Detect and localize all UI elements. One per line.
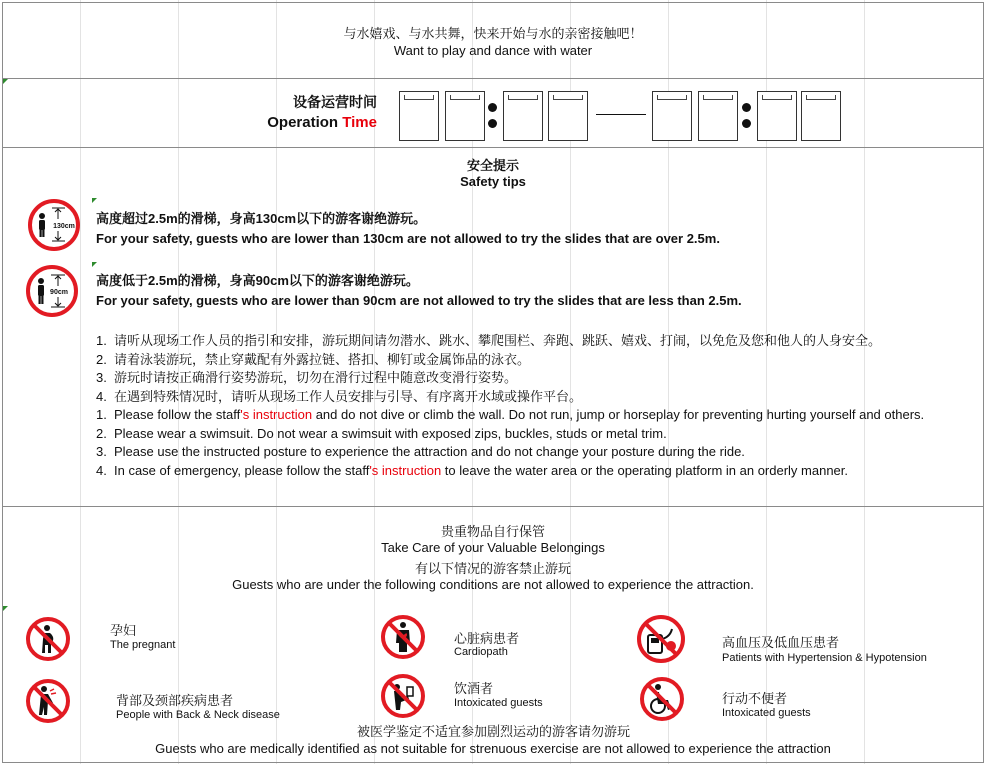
height-130-sign-icon: [27, 198, 81, 252]
time-digit-box[interactable]: [445, 91, 485, 141]
rule-text: 请听从现场工作人员的指引和安排，游玩期间请勿潜水、跳水、攀爬围栏、奔跑、跳跃、嬉戏、打闹，以免危及您和他人的人身安全。: [114, 333, 882, 348]
tip-90-en: For your safety, guests who are lower than 90cm are not allowed to try the slides that are less than 2.5m.: [96, 293, 742, 308]
tip-90-cn: 高度低于2.5m的滑梯，身高90cm以下的游客谢绝游玩。: [96, 273, 419, 288]
blood-pressure-icon: [635, 613, 687, 665]
wheelchair-icon: [638, 675, 686, 723]
condition-en: Cardiopath: [454, 646, 508, 658]
time-colon: [488, 103, 497, 112]
cell-marker: [3, 79, 8, 84]
footer-en: Guests who are medically identified as not suitable for strenuous exercise are not allowed to experience the attraction: [155, 741, 831, 756]
rule-number: 1.: [96, 407, 107, 422]
border-left: [2, 2, 3, 762]
time-digit-box[interactable]: [801, 91, 841, 141]
safety-title-cn: 安全提示: [466, 158, 519, 173]
restriction-en: Guests who are under the following conditions are not allowed to experience the attraction.: [232, 577, 754, 592]
time-digit-box[interactable]: [757, 91, 797, 141]
rule-text: Please follow the staff's instruction and do not dive or climb the wall. Do not run, jump or horseplay for preventing hurting yourself and others.: [114, 407, 925, 422]
cell-marker: [92, 262, 97, 267]
divider: [2, 2, 984, 3]
height-badge: 90cm: [50, 289, 68, 296]
rule-number: 2.: [96, 425, 107, 441]
rule-number: 4.: [96, 388, 107, 404]
operation-label-en: Operation Time: [267, 114, 377, 131]
height-badge: 130cm: [53, 223, 75, 230]
condition-cn: 行动不便者: [722, 691, 788, 706]
header-cn: 与水嬉戏、与水共舞，快来开始与水的亲密接触吧！: [343, 26, 643, 41]
grid-line: [80, 0, 81, 764]
rule-en: [96, 406, 966, 425]
divider: [2, 78, 984, 79]
rule-text: 在遇到特殊情况时，请听从现场工作人员安排与引导、有序离开水域或操作平台。: [114, 388, 583, 404]
rule-number: 4.: [96, 462, 107, 478]
height-90-sign-icon: [25, 264, 79, 318]
time-digit-box[interactable]: [503, 91, 543, 141]
tip-130-cn: 高度超过2.5m的滑梯，身高130cm以下的游客谢绝游玩。: [96, 211, 427, 226]
rule-text: 请着泳装游玩，禁止穿戴配有外露拉链、搭扣、柳钉或金属饰品的泳衣。: [114, 351, 531, 367]
header-en: Want to play and dance with water: [393, 43, 593, 58]
pregnant-icon: [24, 615, 72, 663]
rule-text: Please use the instructed posture to experience the attraction and do not change your posture during the ride.: [114, 444, 745, 459]
time-digit-box[interactable]: [698, 91, 738, 141]
rule-en: [96, 462, 966, 481]
rule-cn: [96, 388, 966, 407]
cell-marker: [92, 198, 97, 203]
rule-number: 2.: [96, 351, 107, 367]
condition-en: Intoxicated guests: [722, 707, 811, 719]
belongings-title-en: Take Care of your Valuable Belongings: [381, 540, 605, 555]
rule-cn: [96, 369, 966, 388]
tip-130-en: For your safety, guests who are lower than 130cm are not allowed to try the slides that are over 2.5m.: [96, 231, 720, 246]
condition-en: The pregnant: [110, 639, 176, 651]
rule-cn: [96, 351, 966, 370]
condition-cn: 高血压及低血压患者: [722, 635, 840, 650]
cell-marker: [3, 606, 8, 611]
rule-en: [96, 425, 966, 444]
time-range-dash: [596, 114, 646, 115]
rule-cn: [96, 332, 966, 351]
time-digit-box[interactable]: [652, 91, 692, 141]
rule-text: 游玩时请按正确滑行姿势游玩，切勿在滑行过程中随意改变滑行姿势。: [114, 370, 518, 385]
time-digit-box[interactable]: [399, 91, 439, 141]
restriction-cn: 有以下情况的游客禁止游玩: [414, 561, 571, 576]
time-colon: [742, 103, 751, 112]
condition-cn: 背部及颈部疾病患者: [116, 693, 234, 708]
condition-en: Patients with Hypertension & Hypotension: [722, 652, 927, 664]
heart-icon: [379, 613, 427, 661]
condition-cn: 饮酒者: [454, 681, 494, 696]
belongings-title-cn: 贵重物品自行保管: [440, 524, 545, 539]
condition-cn: 心脏病患者: [454, 631, 520, 646]
footer-cn: 被医学鉴定不适宜参加剧烈运动的游客请勿游玩: [357, 724, 631, 739]
time-digit-box[interactable]: [548, 91, 588, 141]
divider: [2, 506, 984, 507]
back-pain-icon: [24, 677, 72, 725]
rule-text: In case of emergency, please follow the staff's instruction to leave the water area or the operating platform in an orderly manner.: [114, 462, 849, 478]
time-colon: [742, 119, 751, 128]
time-colon: [488, 119, 497, 128]
rule-number: 3.: [96, 444, 107, 459]
safety-title-en: Safety tips: [460, 174, 526, 189]
divider: [2, 147, 984, 148]
rule-text: Please wear a swimsuit. Do not wear a swimsuit with exposed zips, buckles, studs or metal trim.: [114, 425, 667, 441]
rules-list: [96, 332, 966, 480]
rule-number: 1.: [96, 333, 107, 348]
condition-en: People with Back & Neck disease: [116, 709, 280, 721]
drinking-icon: [379, 672, 427, 720]
condition-en: Intoxicated guests: [454, 697, 543, 709]
border-right: [983, 2, 984, 762]
condition-cn: 孕妇: [110, 623, 137, 638]
rule-number: 3.: [96, 370, 107, 385]
rule-en: [96, 443, 966, 462]
divider: [2, 762, 984, 763]
operation-label-cn: 设备运营时间: [293, 94, 377, 110]
